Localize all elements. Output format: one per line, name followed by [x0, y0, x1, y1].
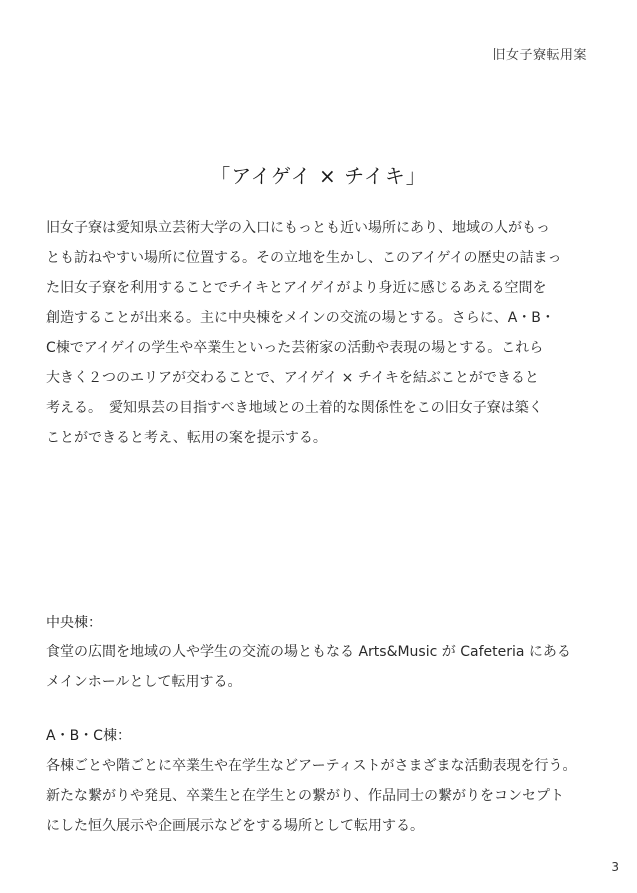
section-line: 新たな繋がりや発見、卒業生と在学生との繋がり、作品同士の繋がりをコンセプト [46, 788, 564, 804]
intro-line: C棟でアイゲイの学生や卒業生といった芸術家の活動や表現の場とする。これら [46, 340, 544, 356]
section-title-central: 中央棟： [46, 615, 102, 631]
section-text-central [46, 637, 594, 697]
section-line: メインホールとして転用する。 [46, 674, 242, 690]
section-title-abc: A・B・C棟： [46, 728, 131, 744]
intro-line: 考える。 愛知県芸の目指すべき地域との土着的な関係性をこの旧女子寮は築く [46, 400, 543, 416]
header-label: 旧女子寮転用案 [492, 48, 587, 63]
section-text-abc [46, 751, 594, 841]
page-title: 「アイゲイ × チイキ」 [210, 164, 427, 188]
intro-line: 創造することが出来る。主に中央棟をメインの交流の場とする。さらに、A・B・ [46, 310, 555, 326]
intro-line: 旧女子寮は愛知県立芸術大学の入口にもっとも近い場所にあり、地域の人がもっ [46, 220, 550, 236]
section-line: 食堂の広間を地域の人や学生の交流の場ともなる Arts&Music が Cafeteria にある [46, 644, 571, 660]
section-line: にした恒久展示や企画展示などをする場所として転用する。 [46, 818, 424, 834]
intro-paragraph [46, 213, 594, 453]
intro-line: ことができると考え、転用の案を提示する。 [46, 430, 327, 446]
intro-line: た旧女子寮を利用することでチイキとアイゲイがより身近に感じるあえる空間を [46, 280, 547, 296]
page-number: 3 [611, 860, 619, 874]
intro-line: 大きく２つのエリアが交わることで、アイゲイ × チイキを結ぶことができると [46, 370, 539, 386]
section-line: 各棟ごとや階ごとに卒業生や在学生などアーティストがさまざまな活動表現を行う。 [46, 758, 577, 774]
intro-line: とも訪ねやすい場所に位置する。その立地を生かし、このアイゲイの歴史の詰まっ [46, 250, 562, 266]
